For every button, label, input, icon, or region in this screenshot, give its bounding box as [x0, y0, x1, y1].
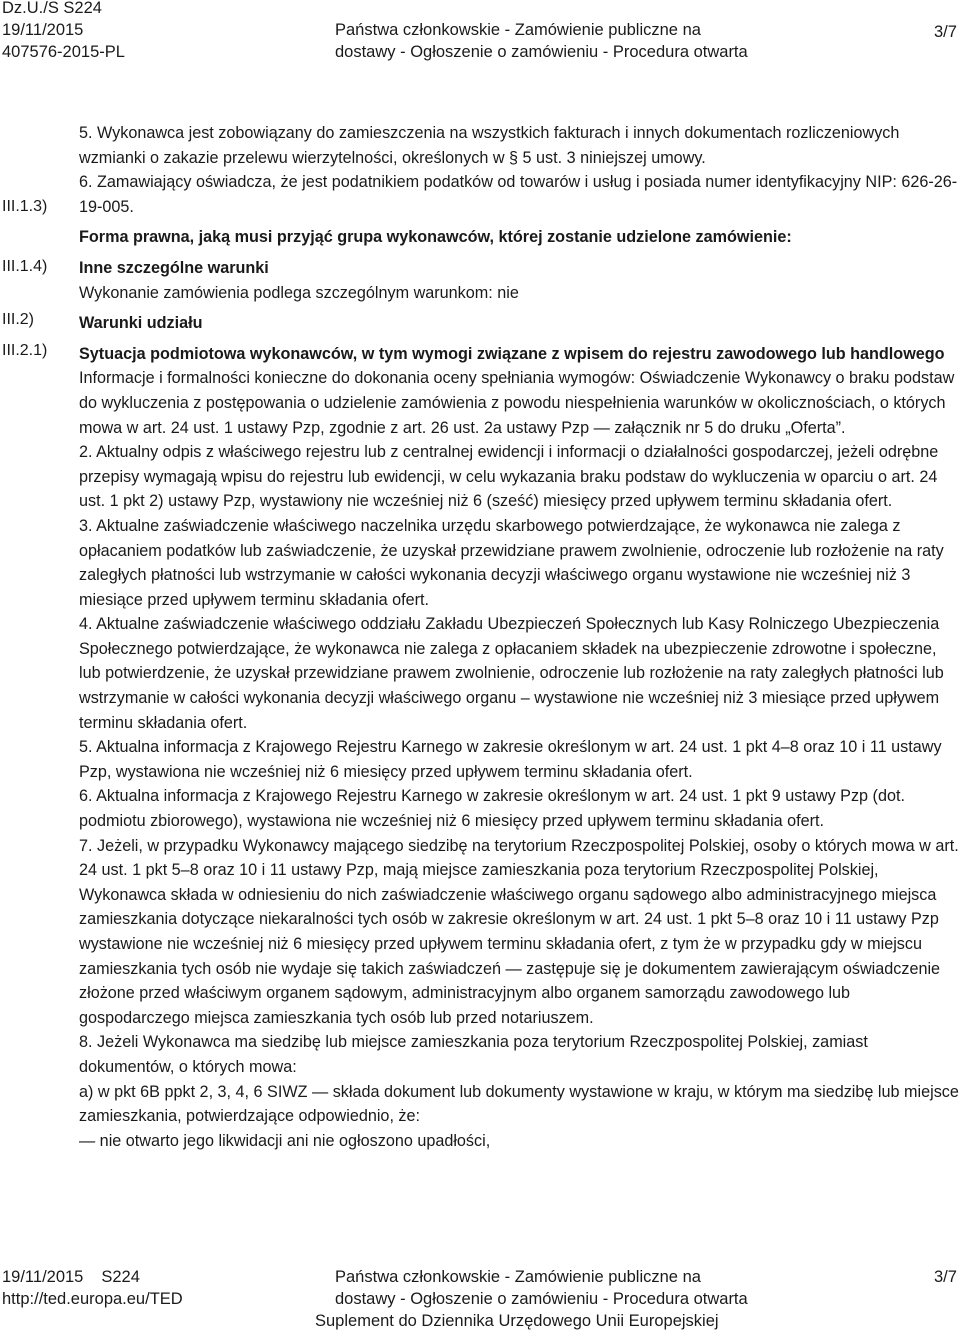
- paragraph: 5. Aktualna informacja z Krajowego Rejestru Karnego w zakresie określonym w art. 24 ust. 1 pkt 4–8 oraz 10 i 11 ustawy Pzp, wystawiona nie wcześniej niż 6 miesięcy przed upływem terminu składania ofert.: [79, 738, 942, 781]
- footer-link[interactable]: http://ted.europa.eu/TED: [2, 1290, 183, 1308]
- section-heading: Inne szczególne warunki: [79, 258, 269, 277]
- header-journal: Dz.U./S S224: [2, 0, 102, 17]
- paragraph: 5. Wykonawca jest zobowiązany do zamieszczenia na wszystkich fakturach i innych dokumentach rozliczeniowych wzmianki o zakazie przelewu wierzytelności, określonych w § 5 ust. 3 niniejszej umowy.: [79, 124, 900, 167]
- paragraph: 7. Jeżeli, w przypadku Wykonawcy mającego siedzibę na terytorium Rzeczpospolitej Polskiej, osoby o których mowa w art. 24 ust. 1 pkt 5–8 oraz 10 i 11 ustawy Pzp, mają miejsce zamieszkania poza terytorium Rzeczpospolitej Polskiej, Wykonawca składa w odniesieniu do nich zaświadczenie właściwego organu sądowego albo administracyjnego miejsca zamieszkania dotyczące niekaralności tych osób w zakresie określonym w art. 24 ust. 1 pkt 5–8 oraz 10 i 11 ustawy Pzp wystawione nie wcześniej niż 6 miesięcy przed upływem terminu składania ofert, z tym że w przypadku gdy w miejscu zamieszkania tych osób nie wydaje się takich zaświadczeń — zastępuje się je dokumentem zawierającym oświadczenie złożone przed właściwym organem sądowym, administracyjnym albo organem samorządu zawodowego lub gospodarczego miejsca zamieszkania tych osób lub przed notariuszem.: [79, 836, 959, 1027]
- paragraph: 8. Jeżeli Wykonawca ma siedzibę lub miejsce zamieszkania poza terytorium Rzeczpospolitej Polskiej, zamiast dokumentów, o których mowa:: [79, 1033, 868, 1076]
- header-left: [2, 0, 125, 63]
- footer-page-number: 3/7: [934, 1268, 957, 1286]
- paragraph: Informacje i formalności konieczne do dokonania oceny spełniania wymogów: Oświadczenie Wykonawcy o braku podstaw do wykluczenia z postępowania o udzielenie zamówienia z powodu niespełnienia warunków w okolicznościach, o których mowa w art. 24 ust. 1 ustawy Pzp, zgodnie z art. 26 ust. 2a ustawy Pzp — załącznik nr 5 do druku „Oferta”.: [79, 369, 955, 437]
- header-doc-id: 407576-2015-PL: [2, 43, 125, 61]
- paragraph: 4. Aktualne zaświadczenie właściwego oddziału Zakładu Ubezpieczeń Społecznych lub Kasy Rolniczego Ubezpieczenia Społecznego potwierdzające, że wykonawca nie zalega z opłacaniem składek na ubezpieczenie zdrowotne i społeczne, lub potwierdzenie, że uzyskał przewidziane prawem zwolnienie, odroczenie lub rozłożenie na raty zaległych płatności lub wstrzymanie w całości wykonania decyzji właściwego organu – wystawione nie wcześniej niż 3 miesiące przed upływem terminu składania ofert.: [79, 615, 944, 732]
- header-title: Państwa członkowskie - Zamówienie publiczne na dostawy - Ogłoszenie o zamówieniu - Procedura otwarta: [335, 21, 748, 61]
- section-label: III.2): [2, 311, 35, 328]
- footer-journal: S224: [101, 1268, 140, 1286]
- section-heading: Warunki udziału: [79, 314, 203, 333]
- header-date: 19/11/2015: [2, 21, 84, 39]
- document-body: [79, 121, 959, 1153]
- footer-left: [2, 1266, 183, 1310]
- section-label: III.1.4): [2, 258, 48, 275]
- header-page-number: 3/7: [934, 23, 957, 41]
- section-label: III.1.3): [2, 198, 48, 215]
- paragraph: Wykonanie zamówienia podlega szczególnym warunkom: nie: [79, 283, 519, 302]
- footer-date: 19/11/2015: [2, 1268, 84, 1286]
- paragraph: 6. Zamawiający oświadcza, że jest podatnikiem podatków od towarów i usług i posiada numer identyfikacyjny NIP: 626-26-19-005.: [79, 173, 958, 216]
- paragraph: 3. Aktualne zaświadczenie właściwego naczelnika urzędu skarbowego potwierdzające, że wykonawca nie zalega z opłacaniem podatków lub zaświadczenie, że uzyskał przewidziane prawem zwolnienie, odroczenie lub rozłożenie na raty zaległych płatności lub wstrzymanie w całości wykonania decyzji właściwego organu wystawione nie wcześniej niż 3 miesiące przed upływem terminu składania ofert.: [79, 516, 944, 609]
- paragraph: 6. Aktualna informacja z Krajowego Rejestru Karnego w zakresie określonym w art. 24 ust. 1 pkt 9 ustawy Pzp (dot. podmiotu zbiorowego), wystawiona nie wcześniej niż 6 miesięcy przed upływem terminu składania ofert.: [79, 787, 905, 831]
- paragraph: 2. Aktualny odpis z właściwego rejestru lub z centralnej ewidencji i informacji o działalności gospodarczej, jeżeli odrębne przepisy wymagają wpisu do rejestru lub ewidencji, w celu wykazania braku podstaw do wykluczenia w oparciu o art. 24 ust. 1 pkt 2) ustawy Pzp, wystawiony nie wcześniej niż 6 (sześć) miesięcy przed upływem terminu składania ofert.: [79, 443, 939, 511]
- footer-title: Państwa członkowskie - Zamówienie publiczne na dostawy - Ogłoszenie o zamówieniu - Procedura otwarta Suplement do Dziennika Urzędowego Unii Europejskiej: [315, 1268, 748, 1330]
- paragraph: a) w pkt 6B ppkt 2, 3, 4, 6 SIWZ — składa dokument lub dokumenty wystawione w kraju, w którym ma siedzibę lub miejsce zamieszkania, potwierdzające odpowiednio, że:: [79, 1082, 959, 1126]
- section-heading: Sytuacja podmiotowa wykonawców, w tym wymogi związane z wpisem do rejestru zawodowego lub handlowego: [79, 344, 945, 363]
- paragraph: — nie otwarto jego likwidacji ani nie ogłoszono upadłości,: [79, 1131, 491, 1150]
- section-heading: Forma prawna, jaką musi przyjąć grupa wykonawców, której zostanie udzielone zamówienie:: [79, 228, 792, 247]
- section-label: III.2.1): [2, 342, 48, 359]
